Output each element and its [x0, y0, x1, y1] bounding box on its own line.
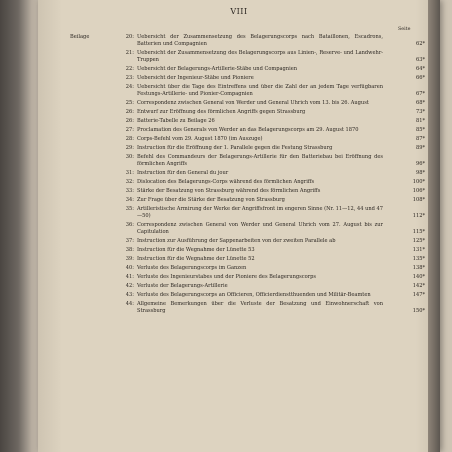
column-label: Seite [398, 27, 411, 32]
entry-page: 125* [412, 238, 425, 245]
entry-title: Verluste des Belagerungscorps an Officieren, Officierdienstthuenden und Militär-Beamten [137, 292, 371, 299]
entry-title: Correspondenz zwischen General von Werder und General Uhrich vom 13. bis 26. August [137, 100, 369, 107]
entry-page: 135* [412, 256, 425, 263]
entry-title: Zur Frage über die Stärke der Besatzung von Strassburg [137, 197, 285, 204]
entry-title: Verluste des Belagerungscorps im Ganzen [137, 265, 247, 272]
entry-title: Instruction für die Eröffnung der 1. Parallele gegen die Festung Strassburg [137, 145, 333, 152]
entry-number: 43: [125, 292, 134, 299]
toc-entry [38, 188, 440, 195]
entry-number: 31: [125, 170, 134, 177]
toc-entry [38, 292, 440, 299]
entry-number: 27: [125, 127, 134, 134]
entry-page: 96* [415, 161, 425, 168]
entry-number: 25: [125, 100, 134, 107]
entry-page: 147* [412, 292, 425, 299]
entry-page: 64* [415, 66, 425, 73]
entry-title: Befehl des Commandeurs der Belagerungs-Artillerie für den Batteriebau bei Eröffnung des förmlichen Angriffs [137, 154, 383, 168]
entry-title: Stärke der Besatzung von Strassburg während des förmlichen Angriffs [137, 188, 321, 195]
entry-title: Batterie-Tabelle zu Beilage 26 [137, 118, 215, 125]
entry-title: Dislocation des Belagerungs-Corps während des förmlichen Angriffs [137, 179, 315, 186]
entry-page: 89* [415, 145, 425, 152]
entry-page: 87* [415, 136, 425, 143]
entry-page: 108* [412, 197, 425, 204]
entry-title: Entwurf zur Eröffnung des förmlichen Angriffs gegen Strassburg [137, 109, 306, 116]
entry-page: 100* [412, 179, 425, 186]
entry-number: 26: [125, 118, 134, 125]
toc-entry [38, 34, 440, 48]
entry-page: 115* [412, 229, 425, 236]
entry-number: 36: [125, 222, 134, 229]
entry-number: 41: [125, 274, 134, 281]
entry-page: 66* [415, 75, 425, 82]
toc-entry [38, 84, 440, 98]
toc-entry [38, 170, 440, 177]
entry-title: Artilleristische Armirung der Werke der Angriffsfront im engeren Sinne (Nr. 11—12, 44 und 47—50) [137, 206, 383, 220]
entry-title: Instruction für den General du jour [137, 170, 229, 177]
entry-number: 26: [125, 109, 134, 116]
entry-number: 24: [125, 84, 134, 91]
entry-number: 33: [125, 188, 134, 195]
entry-number: 38: [125, 247, 134, 254]
toc-entry [38, 109, 440, 116]
entry-page: 142* [412, 283, 425, 290]
toc-entry [38, 238, 440, 245]
book-page [38, 0, 440, 452]
entry-page: 150* [412, 308, 425, 315]
entry-number: 42: [125, 283, 134, 290]
entry-prefix: Beilage [70, 34, 90, 40]
toc-entry [38, 283, 440, 290]
entry-title: Verluste des Ingenieurstabes und der Pioniere des Belagerungscorps [137, 274, 316, 281]
entry-title: Corps-Befehl vom 29. August 1870 (im Auszuge) [137, 136, 263, 143]
toc-entry [38, 247, 440, 254]
entry-title: Verluste der Belagerungs-Artillerie [137, 283, 228, 290]
entry-number: 37: [125, 238, 134, 245]
entry-page: 81* [415, 118, 425, 125]
toc-entry [38, 274, 440, 281]
entry-number: 40: [125, 265, 134, 272]
entry-number: 35: [125, 206, 134, 213]
toc-entry [38, 154, 440, 168]
entry-page: 98* [415, 170, 425, 177]
entry-page: 62* [415, 41, 425, 48]
entry-page: 106* [412, 188, 425, 195]
entry-number: 30: [125, 154, 134, 161]
toc-entry [38, 197, 440, 204]
entry-page: 73* [415, 109, 425, 116]
entry-page: 63* [415, 57, 425, 64]
toc-entry [38, 301, 440, 315]
entry-page: 140* [412, 274, 425, 281]
entry-title: Allgemeine Bemerkungen über die Verluste der Besatzung und Einwohnerschaft von Strassburg [137, 301, 383, 315]
toc-entry [38, 265, 440, 272]
entry-title: Uebersicht über die Tage des Eintreffens und über die Zahl der an jedem Tage verfügbaren Festungs-Artillerie- und Pionier-Compagnien [137, 84, 383, 98]
entry-number: 22: [125, 66, 134, 73]
entry-number: 34: [125, 197, 134, 204]
entry-title: Uebersicht der Ingenieur-Stäbe und Pioniere [137, 75, 254, 82]
entry-page: 68* [415, 100, 425, 107]
entry-number: 39: [125, 256, 134, 263]
entry-number: 32: [125, 179, 134, 186]
toc-entry [38, 179, 440, 186]
toc-entry [38, 206, 440, 220]
entry-title: Uebersicht der Belagerungs-Artillerie-Stäbe und Compagnien [137, 66, 298, 73]
entry-title: Uebersicht der Zusammensetzung des Belagerungscorps aus Linien-, Reserve- und Landwehr-Truppen [137, 50, 383, 64]
entry-title: Instruction für die Wegnahme der Lünette 52 [137, 256, 255, 263]
toc-entry [38, 66, 440, 73]
entry-title: Instruction für die Wegnahme der Lünette 53 [137, 247, 255, 254]
toc-entry [38, 145, 440, 152]
toc-entry [38, 256, 440, 263]
entry-number: 23: [125, 75, 134, 82]
entry-page: 131* [412, 247, 425, 254]
entry-number: 28: [125, 136, 134, 143]
entry-page: 112* [412, 213, 425, 220]
entry-number: 44: [125, 301, 134, 308]
toc-entry [38, 136, 440, 143]
toc-entry [38, 75, 440, 82]
entry-title: Uebersicht der Zusammensetzung des Belagerungscorps nach Bataillonen, Escadrons, Batterien und Compagnien [137, 34, 383, 48]
entry-number: 21: [125, 50, 134, 57]
entry-number: 20: [125, 34, 134, 40]
toc-entry [38, 118, 440, 125]
entry-title: Proclamation des Generals von Werder an das Belagerungscorps am 29. August 1870 [137, 127, 359, 134]
entry-number: 29: [125, 145, 134, 152]
page-edge-shadow [428, 0, 440, 452]
toc-entry [38, 222, 440, 236]
entry-title: Correspondenz zwischen General von Werder und General Uhrich vom 27. August bis zur Capitulation [137, 222, 383, 236]
toc-entry [38, 50, 440, 64]
page-number-header: VIII [230, 7, 248, 16]
toc-entry [38, 127, 440, 134]
entry-page: 138* [412, 265, 425, 272]
table-of-contents [38, 34, 440, 317]
entry-page: 85* [415, 127, 425, 134]
entry-title: Instruction zur Ausführung der Sappenarbeiten von der zweiten Parallele ab [137, 238, 336, 245]
entry-page: 67* [415, 91, 425, 98]
toc-entry [38, 100, 440, 107]
